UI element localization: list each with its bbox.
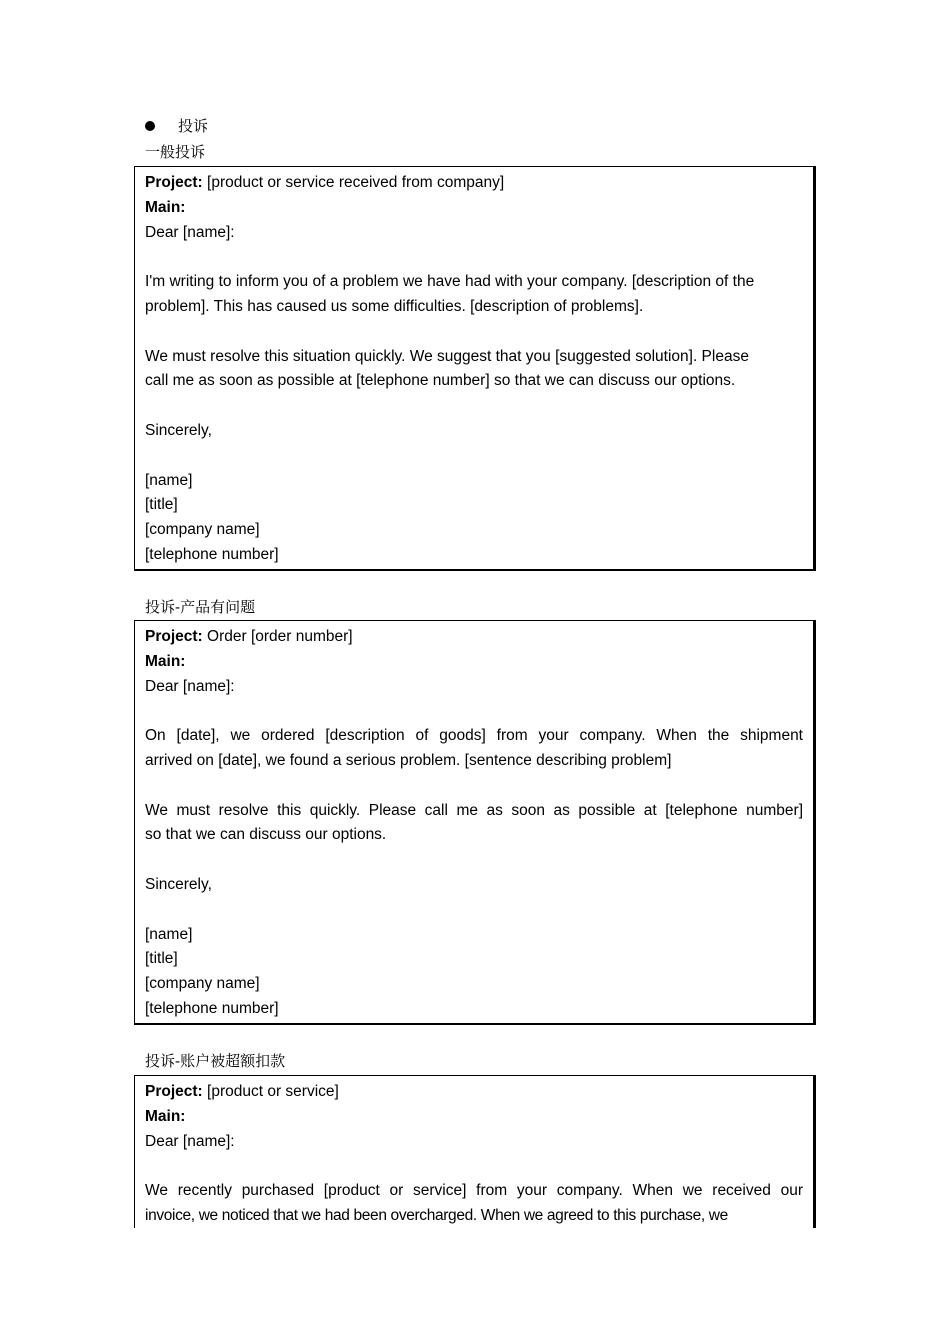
signature-title: [title] bbox=[145, 950, 178, 968]
signature-name: [name] bbox=[145, 471, 193, 489]
bullet-label: 投诉 bbox=[178, 117, 209, 135]
body-paragraph-1-line-1: I'm writing to inform you of a problem we have had with your company. [description of the bbox=[145, 273, 755, 291]
main-line bbox=[145, 1105, 803, 1130]
project-value: [product or service received from company] bbox=[202, 174, 505, 191]
body-paragraph-1-line-1: We recently purchased [product or service] from your company. When we received our bbox=[145, 1182, 803, 1200]
closing: Sincerely, bbox=[145, 421, 212, 439]
signature-phone: [telephone number] bbox=[145, 999, 279, 1017]
body-paragraph-2-line-2: so that we can discuss our options. bbox=[145, 826, 387, 844]
project-line bbox=[145, 625, 803, 650]
greeting: Dear [name]: bbox=[145, 223, 235, 241]
signature-company: [company name] bbox=[145, 521, 260, 539]
closing: Sincerely, bbox=[145, 875, 212, 893]
body-paragraph-2-line-1: We must resolve this quickly. Please call me as soon as possible at [telephone number] bbox=[145, 801, 803, 819]
project-value: Order [order number] bbox=[202, 628, 353, 645]
body-paragraph-2-line-1: We must resolve this situation quickly. We suggest that you [suggested solution]. Please bbox=[145, 347, 749, 365]
main-label: Main: bbox=[145, 1107, 186, 1125]
greeting: Dear [name]: bbox=[145, 677, 235, 695]
letter-box-general-complaint bbox=[134, 166, 816, 571]
bullet-dot-icon bbox=[145, 121, 155, 131]
body-paragraph-2-line-2: call me as soon as possible at [telephone number] so that we can discuss our options. bbox=[145, 372, 736, 390]
body-paragraph-1-line-2: invoice, we noticed that we had been overcharged. When we agreed to this purchase, we bbox=[145, 1206, 728, 1224]
signature-company: [company name] bbox=[145, 975, 260, 993]
letter-box-product-problem bbox=[134, 620, 816, 1025]
project-line bbox=[145, 171, 803, 196]
project-label: Project: bbox=[145, 628, 203, 645]
signature-title: [title] bbox=[145, 496, 178, 514]
project-value: [product or service] bbox=[202, 1083, 339, 1100]
main-line bbox=[145, 196, 803, 221]
section-heading-general-complaint: 一般投诉 bbox=[145, 143, 206, 161]
body-paragraph-1-line-2: arrived on [date], we found a serious problem. [sentence describing problem] bbox=[145, 751, 672, 769]
main-label: Main: bbox=[145, 652, 186, 670]
signature-name: [name] bbox=[145, 925, 193, 943]
main-label: Main: bbox=[145, 198, 186, 216]
project-label: Project: bbox=[145, 174, 203, 191]
signature-phone: [telephone number] bbox=[145, 545, 279, 563]
project-label: Project: bbox=[145, 1083, 203, 1100]
section-heading-product-problem: 投诉-产品有问题 bbox=[145, 598, 256, 616]
letter-box-account-overcharged bbox=[134, 1075, 816, 1228]
section-heading-account-overcharged: 投诉-账户被超额扣款 bbox=[145, 1052, 286, 1070]
project-line bbox=[145, 1080, 803, 1105]
main-line bbox=[145, 650, 803, 675]
bullet-item bbox=[145, 116, 208, 136]
body-paragraph-1-line-1: On [date], we ordered [description of goods] from your company. When the shipment bbox=[145, 727, 803, 745]
body-paragraph-1-line-2: problem]. This has caused us some difficulties. [description of problems]. bbox=[145, 297, 644, 315]
greeting: Dear [name]: bbox=[145, 1132, 235, 1150]
